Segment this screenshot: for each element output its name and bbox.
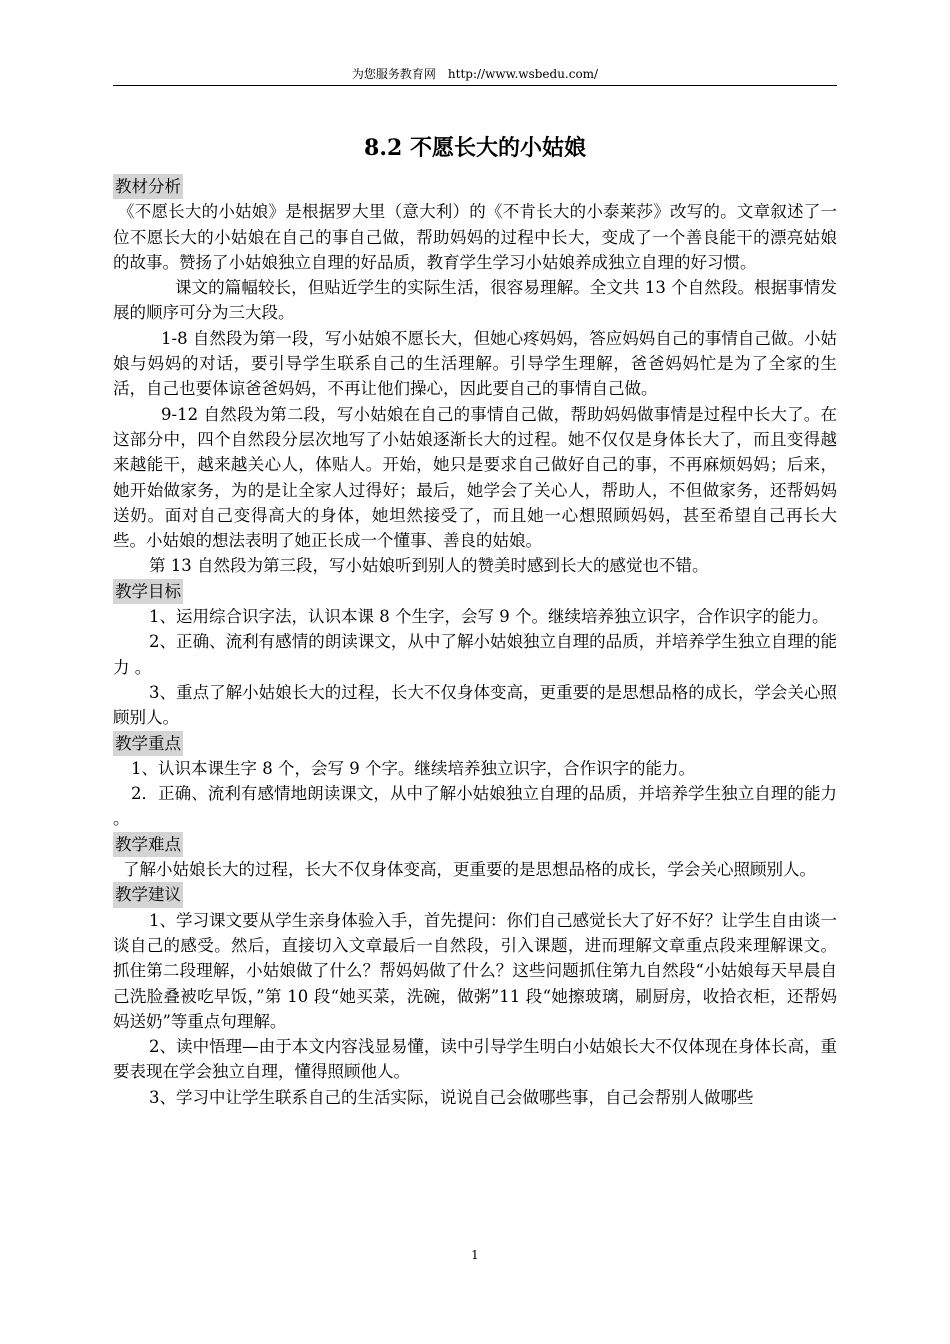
key-point-item-2: 2．正确、流利有感情地朗读课文，从中了解小姑娘独立自理的品质，并培养学生独立自理的能力 。 — [113, 784, 837, 829]
section-heading-difficulty: 教学难点 — [113, 832, 183, 857]
section-heading-goals: 教学目标 — [113, 579, 183, 604]
section-heading-suggestions: 教学建议 — [113, 882, 183, 907]
header-site-name: 为您服务教育网 — [351, 67, 436, 81]
page-number: 1 — [471, 1248, 479, 1262]
key-point-item-1: 1、认识本课生字 8 个，会写 9 个字。继续培养独立识字，合作识字的能力。 — [131, 758, 695, 778]
analysis-paragraph-2: 课文的篇幅较长，但贴近学生的实际生活，很容易理解。全文共 13 个自然段。根据事情发展的顺序可分为三大段。 — [113, 278, 837, 323]
difficulty-paragraph: 了解小姑娘长大的过程，长大不仅身体变高，更重要的是思想品格的成长，学会关心照顾别人。 — [123, 860, 816, 880]
analysis-paragraph-4: 9-12 自然段为第二段，写小姑娘在自己的事情自己做，帮助妈妈做事情是过程中长大了。在这部分中，四个自然段分层次地写了小姑娘逐渐长大的过程。她不仅仅是身体长大了，而且变得越来越能干，越来越关心人，体贴人。开始，她只是要求自己做好自己的事，不再麻烦妈妈；后来，她开始做家务，为的是让全家人过得好；最后，她学会了关心人，帮助人，不但做家务，还帮妈妈送奶。面对自己变得高大的身体，她坦然接受了，而且她一心想照顾妈妈，甚至希望自己再长大些。小姑娘的想法表明了她正长成一个懂事、善良的姑娘。 — [113, 404, 837, 551]
page-header — [113, 66, 837, 82]
goal-item-3: 3、重点了解小姑娘长大的过程，长大不仅身体变高，更重要的是思想品格的成长，学会关心照顾别人。 — [113, 682, 837, 728]
document-body — [113, 174, 837, 1110]
section-heading-key-points: 教学重点 — [113, 731, 183, 756]
document-title: 8.2 不愿长大的小姑娘 — [364, 135, 586, 161]
goal-item-1: 1、运用综合识字法，认识本课 8 个生字，会写 9 个。继续培养独立识字，合作识字的能力。 — [149, 607, 829, 627]
analysis-paragraph-3: 1-8 自然段为第一段，写小姑娘不愿长大，但她心疼妈妈，答应妈妈自己的事情自己做。小姑娘与妈妈的对话，要引导学生联系自己的生活理解。引导学生理解，爸爸妈妈忙是为了全家的生活，自己也要体谅爸爸妈妈，不再让他们操心，因此要自己的事情自己做。 — [113, 328, 837, 399]
analysis-paragraph-1: 《不愿长大的小姑娘》是根据罗大里（意大利）的《不肯长大的小泰莱莎》改写的。文章叙述了一位不愿长大的小姑娘在自己的事自己做，帮助妈妈的过程中长大，变成了一个善良能干的漂亮姑娘的故事。赞扬了小姑娘独立自理的好品质，教育学生学习小姑娘养成独立自理的好习惯。 — [113, 202, 837, 272]
suggestion-item-3: 3、学习中让学生联系自己的生活实际，说说自己会做哪些事，自己会帮别人做哪些 — [149, 1087, 754, 1107]
section-heading-analysis: 教材分析 — [113, 174, 183, 199]
analysis-paragraph-5: 第 13 自然段为第三段，写小姑娘听到别人的赞美时感到长大的感觉也不错。 — [149, 556, 709, 576]
suggestion-item-1: 1、学习课文要从学生亲身体验入手，首先提问：你们自己感觉长大了好不好？让学生自由谈一谈自己的感受。然后，直接切入文章最后一自然段，引入课题，进而理解文章重点段来理解课文。抓住第二段理解，小姑娘做了什么？帮妈妈做了什么？这些问题抓住第九自然段“小姑娘每天早晨自己洗脸叠被吃早饭，”第 10 段“她买菜，洗碗，做粥”11 段“她擦玻璃，刷厨房，收拾衣柜，还帮妈妈送奶”等重点句理解。 — [113, 910, 837, 1031]
suggestion-item-2: 2、读中悟理—由于本文内容浅显易懂，读中引导学生明白小姑娘长大不仅体现在身体长高，重要表现在学会独立自理，懂得照顾他人。 — [113, 1037, 837, 1082]
goal-item-2: 2、正确、流利有感情的朗读课文，从中了解小姑娘独立自理的品质，并培养学生独立自理的能力 。 — [113, 632, 837, 677]
header-rule — [113, 85, 837, 86]
header-url: http://www.wsbedu.com/ — [447, 67, 599, 81]
